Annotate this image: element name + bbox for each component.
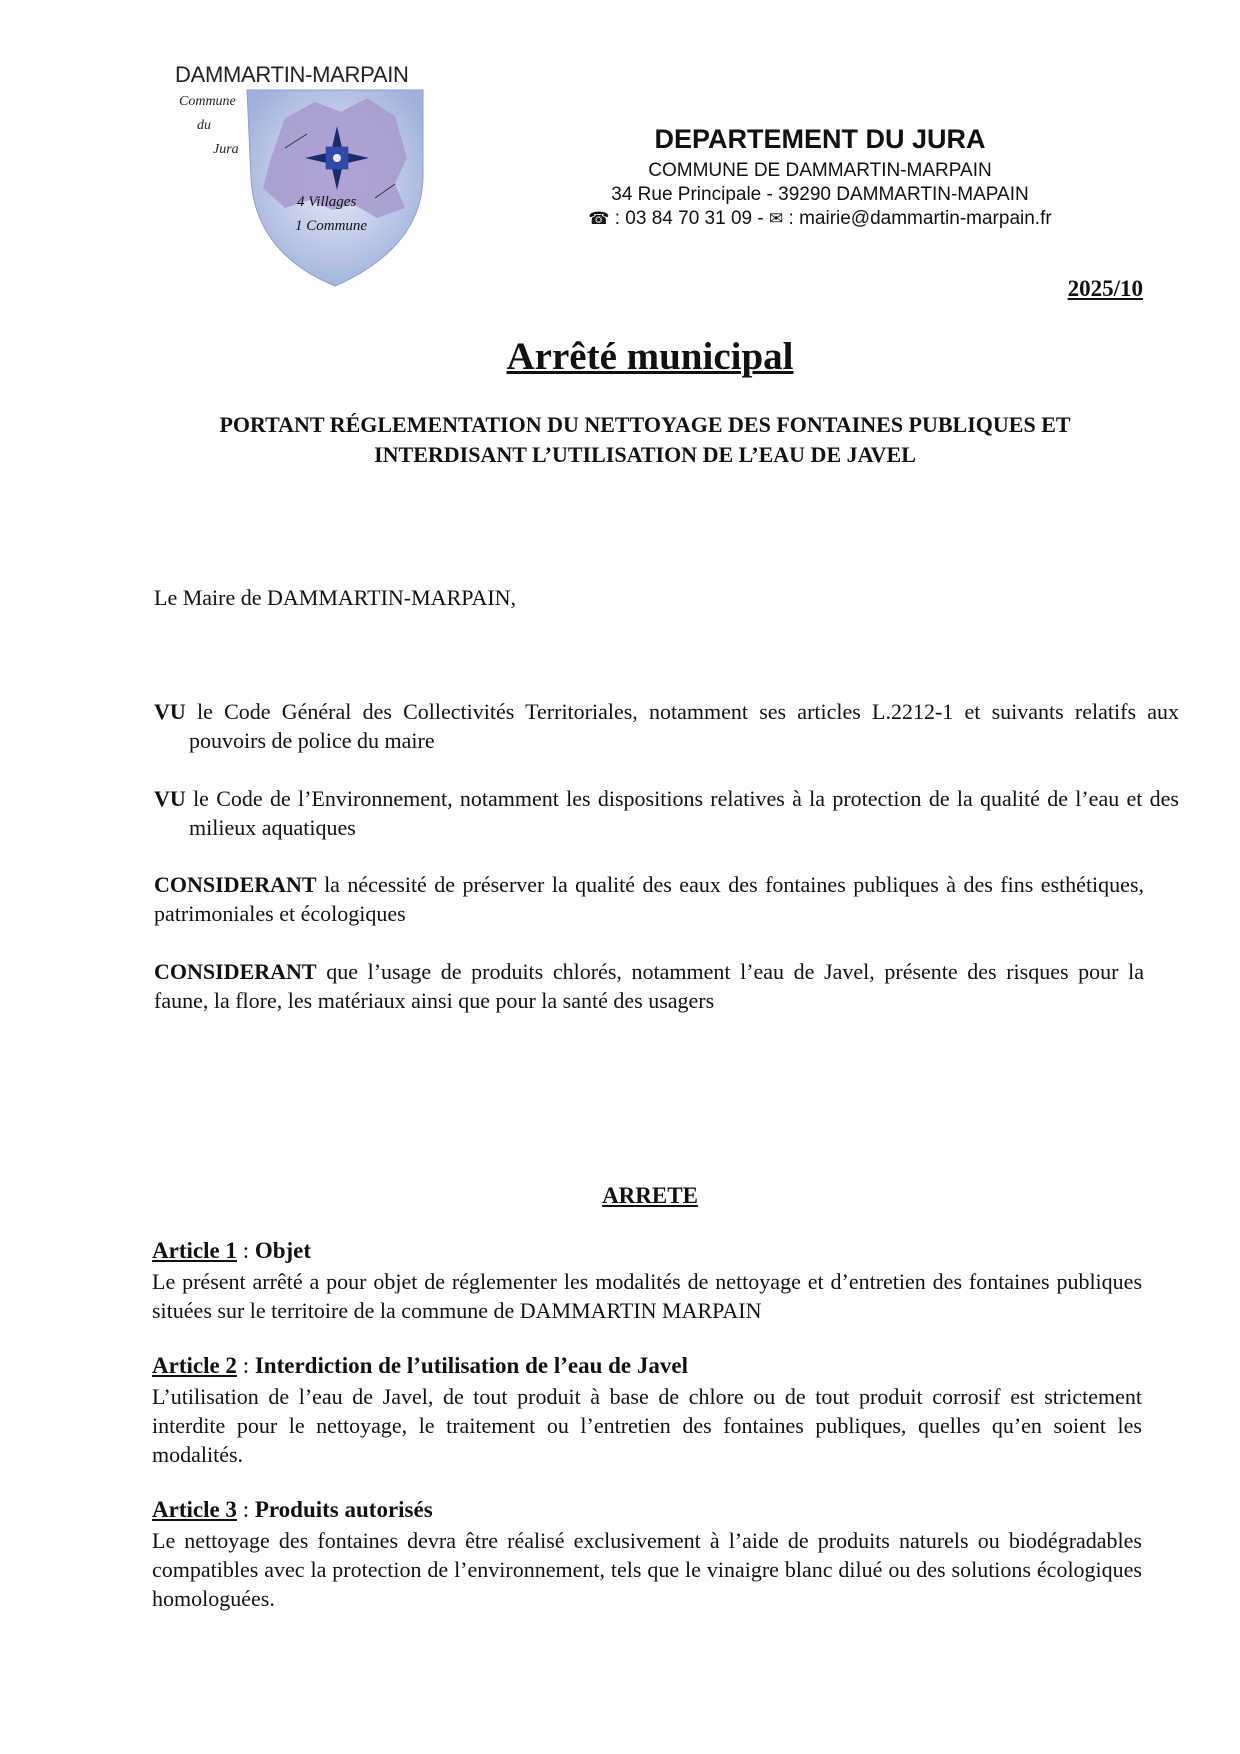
article-separator: : [236,1238,255,1263]
considerant-2 [154,784,1179,842]
phone-number: : 03 84 70 31 09 - [614,208,764,229]
commune-address: 34 Rue Principale - 39290 DAMMARTIN-MAPAIN [611,184,1029,205]
logo-side-line-1: Commune [179,94,236,109]
considerant-lead: CONSIDERANT [154,872,317,897]
arrete-reference: 2025/10 [1067,276,1143,301]
considerant-text: le Code Général des Collectivités Territoriales, notamment ses articles L.2212-1 et suivants relatifs aux pouvoirs de police du maire [185,699,1179,753]
considerant-lead: CONSIDERANT [154,959,317,984]
considerant-text: que l’usage de produits chlorés, notamment l’eau de Javel, présente des risques pour la faune, la flore, les matériaux ainsi que pour la santé des usagers [154,959,1144,1013]
mail-icon: ✉ [768,209,784,228]
commune-logo [175,62,435,292]
commune-name: COMMUNE DE DAMMARTIN-MARPAIN [648,160,992,181]
considerant-text: la nécessité de préserver la qualité des eaux des fontaines publiques à des fins esthétiques, patrimoniales et écologiques [154,872,1144,926]
subtitle [150,410,1140,470]
article-title: Objet [254,1238,312,1263]
intro-line: Le Maire de DAMMARTIN-MARPAIN, [154,585,517,610]
logo-side-line-3: Jura [213,142,239,157]
considerant-lead: VU [154,699,186,724]
article-title: Produits autorisés [254,1497,433,1522]
logo-caption-line-1: 4 Villages [297,194,357,210]
article-2-heading [152,1353,1142,1379]
article-1-heading [152,1238,1142,1264]
logo-caption-line-2: 1 Commune [295,218,368,234]
article-title: Interdiction de l’utilisation de l’eau de Javel [254,1353,688,1378]
contact-line [520,207,1120,231]
logo-title: DAMMARTIN-MARPAIN [175,62,409,87]
article-3-heading [152,1497,1142,1523]
page-title: Arrêté municipal [506,335,794,378]
subtitle-line-2: INTERDISANT L’UTILISATION DE L’EAU DE JAVEL [374,442,916,467]
shield-emblem-icon [245,88,425,288]
article-separator: : [236,1353,255,1378]
logo-side-line-2: du [197,118,211,133]
letterhead [520,124,1120,231]
article-2-body: L’utilisation de l’eau de Javel, de tout produit à base de chlore ou de tout produit corrosif est strictement interdite pour le nettoyage, le traitement ou l’entretien des fontaines publiques, quelles qu’en soient les modalités. [152,1384,1142,1467]
arrete-heading: ARRETE [602,1183,698,1208]
article-number: Article 2 [152,1353,237,1378]
subtitle-line-1: PORTANT RÉGLEMENTATION DU NETTOYAGE DES FONTAINES PUBLIQUES ET [219,412,1071,437]
department-name: DEPARTEMENT DU JURA [654,124,986,154]
article-1-body: Le présent arrêté a pour objet de réglementer les modalités de nettoyage et d’entretien des fontaines publiques situées sur le territoire de la commune de DAMMARTIN MARPAIN [152,1269,1142,1323]
article-number: Article 3 [152,1497,237,1522]
considerant-text: le Code de l’Environnement, notamment les dispositions relatives à la protection de la qualité de l’eau et des milieux aquatiques [185,786,1179,840]
article-3-body: Le nettoyage des fontaines devra être réalisé exclusivement à l’aide de produits naturels ou biodégradables compatibles avec la protection de l’environnement, tels que le vinaigre blanc dilué ou des solutions écologiques homologuées. [152,1528,1142,1611]
article-number: Article 1 [152,1238,237,1263]
considerant-3 [154,870,1144,928]
email-address: : mairie@dammartin-marpain.fr [788,208,1052,229]
considerant-4 [154,957,1144,1015]
phone-icon: ☎ [588,209,610,228]
considerant-lead: VU [154,786,186,811]
considerant-1 [154,697,1179,755]
article-separator: : [236,1497,255,1522]
